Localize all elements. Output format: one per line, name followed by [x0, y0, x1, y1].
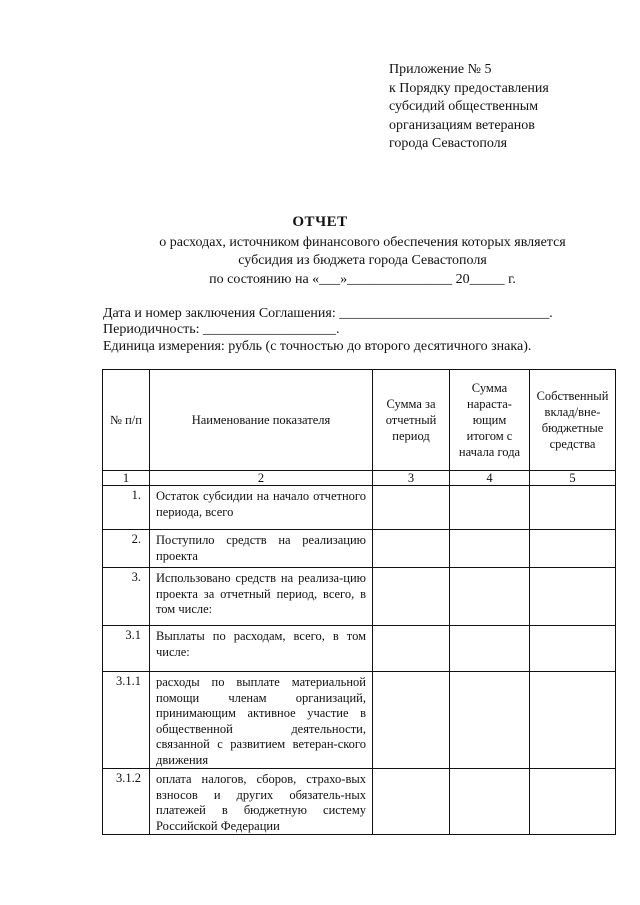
table-row: [103, 568, 616, 626]
column-number: 5: [530, 471, 616, 486]
row-name: Остаток субсидии на начало отчетного периода, всего: [150, 486, 373, 530]
header-cumulative: Сумма нараста-ющим итогом с начала года: [450, 370, 530, 471]
report-subtitle-line: субсидия из бюджета города Севастополя: [238, 253, 487, 268]
row-name: оплата налогов, сборов, страхо-вых взносов и других обязатель-ных платежей в бюджетную систему Российской Федерации: [150, 769, 373, 835]
agreement-field: Дата и номер заключения Соглашения: ______________________________.: [103, 306, 553, 321]
annex-line: Приложение № 5: [389, 62, 492, 77]
table-row: [103, 486, 616, 530]
row-name: расходы по выплате материальной помощи членам организаций, принимающим активное участие в общественной деятельности, связанной с развитием ветеран-ского движения: [150, 672, 373, 769]
column-number: 1: [103, 471, 150, 486]
value-cell: [450, 530, 530, 568]
header-period: Сумма за отчетный период: [373, 370, 450, 471]
annex-line: города Севастополя: [389, 136, 508, 151]
column-number: 2: [150, 471, 373, 486]
report-title: ОТЧЕТ: [292, 214, 348, 230]
value-cell: [530, 672, 616, 769]
value-cell: [373, 769, 450, 835]
column-number: 4: [450, 471, 530, 486]
unit-field: Единица измерения: рубль (с точностью до второго десятичного знака).: [103, 339, 532, 354]
table-header-row: [103, 370, 616, 471]
header-num: № п/п: [103, 370, 150, 471]
report-table: [102, 369, 616, 835]
value-cell: [450, 769, 530, 835]
table-row: [103, 530, 616, 568]
header-own: Собственный вклад/вне-бюджетные средства: [530, 370, 616, 471]
row-name: Выплаты по расходам, всего, в том числе:: [150, 626, 373, 672]
value-cell: [373, 672, 450, 769]
value-cell: [530, 568, 616, 626]
row-number: 3.1: [103, 626, 150, 672]
table-row: [103, 769, 616, 835]
value-cell: [450, 568, 530, 626]
value-cell: [530, 769, 616, 835]
table-row: [103, 672, 616, 769]
row-name: Использовано средств на реализа-цию проекта за отчетный период, всего, в том числе:: [150, 568, 373, 626]
row-number: 3.1.2: [103, 769, 150, 835]
value-cell: [373, 568, 450, 626]
report-subtitle-line: о расходах, источником финансового обеспечения которых является: [159, 235, 566, 250]
value-cell: [530, 486, 616, 530]
row-number: 3.1.1: [103, 672, 150, 769]
column-number-row: [103, 471, 616, 486]
value-cell: [530, 626, 616, 672]
value-cell: [450, 486, 530, 530]
header-name: Наименование показателя: [150, 370, 373, 471]
annex-header: [389, 61, 629, 154]
row-number: 1.: [103, 486, 150, 530]
annex-line: организациям ветеранов: [389, 117, 535, 133]
row-number: 3.: [103, 568, 150, 626]
row-name: Поступило средств на реализацию проекта: [150, 530, 373, 568]
annex-line: к Порядку предоставления: [389, 80, 549, 96]
value-cell: [373, 530, 450, 568]
row-number: 2.: [103, 530, 150, 568]
report-date-line: по состоянию на «___»_______________ 20_____ г.: [209, 272, 516, 287]
table-row: [103, 626, 616, 672]
periodicity-field: Периодичность: ___________________.: [103, 322, 340, 337]
value-cell: [450, 626, 530, 672]
value-cell: [450, 672, 530, 769]
column-number: 3: [373, 471, 450, 486]
value-cell: [373, 486, 450, 530]
annex-line: субсидий общественным: [389, 99, 539, 114]
value-cell: [373, 626, 450, 672]
value-cell: [530, 530, 616, 568]
